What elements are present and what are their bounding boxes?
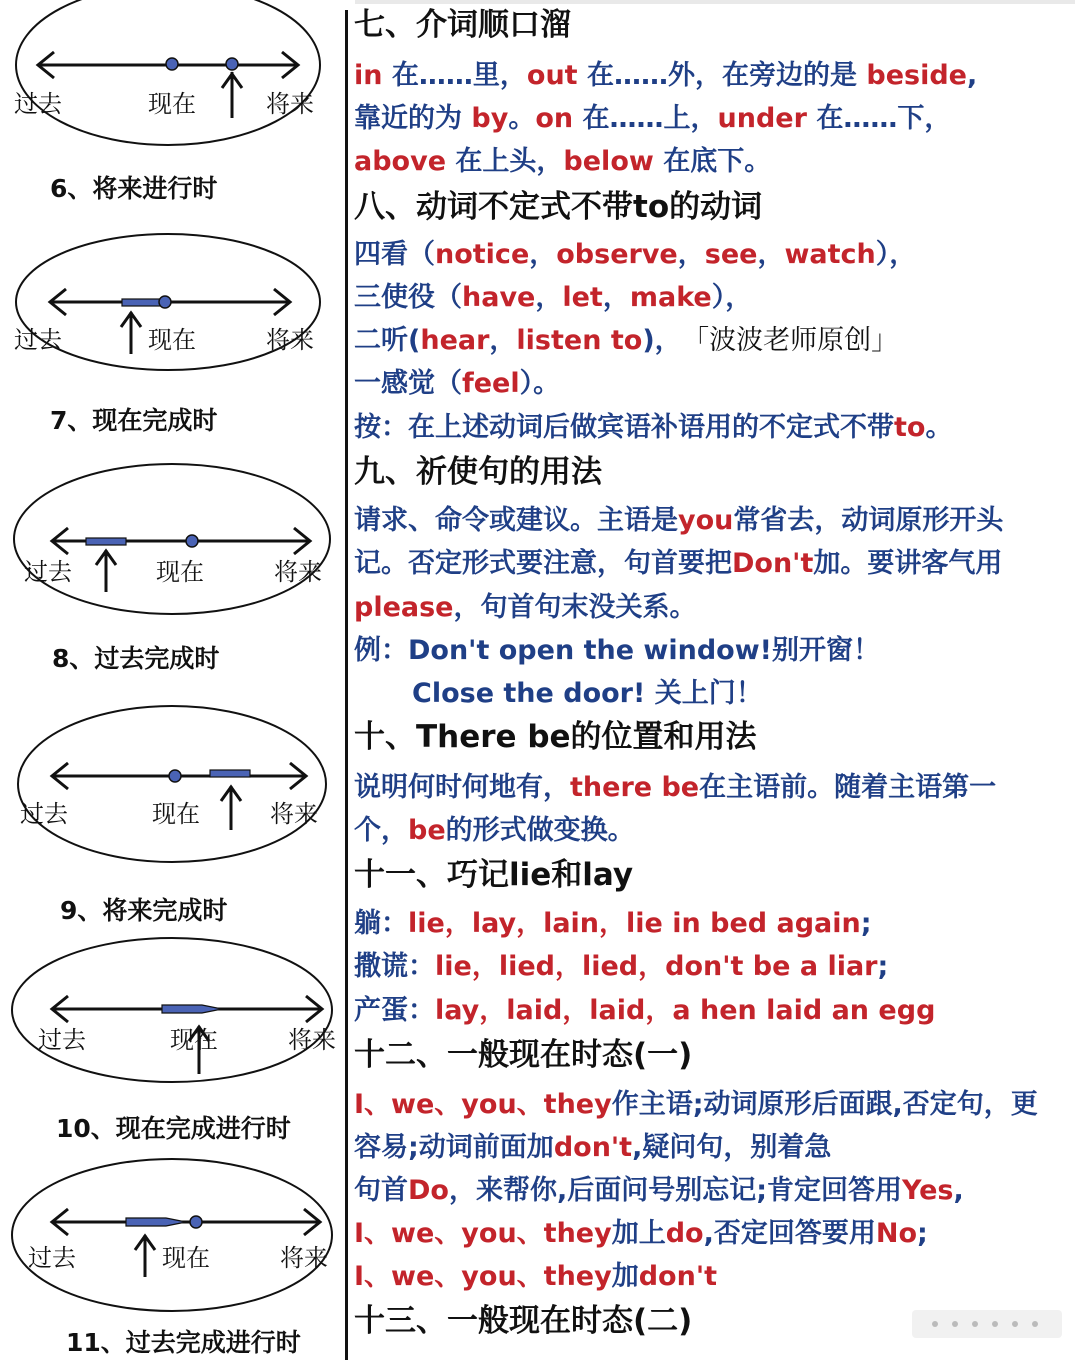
- now-dot: [186, 535, 198, 547]
- section-heading-prepositions: 七、介词顺口溜: [354, 7, 571, 43]
- note-line: 容易;动词前面加don't,疑问句，别着急: [354, 1132, 832, 1163]
- label-past: 过去: [14, 90, 62, 118]
- example-line: 例：Don't open the window!别开窗！: [354, 635, 880, 666]
- note-line: 二听(hear，listen to)， 「波波老师原创」: [354, 325, 899, 356]
- note-line: please，句首句末没关系。: [354, 592, 697, 623]
- label-now: 现在: [162, 1244, 210, 1272]
- diagram-future-continuous: [0, 0, 345, 215]
- timeline-graphic: [0, 704, 345, 884]
- diagram-past-perfect: [0, 462, 345, 677]
- section-heading-imperative: 九、祈使句的用法: [354, 454, 602, 490]
- label-past: 过去: [24, 558, 72, 586]
- diagram-caption: 10、现在完成进行时: [56, 1114, 291, 1143]
- label-past: 过去: [20, 800, 68, 828]
- label-now: 现在: [170, 1026, 218, 1054]
- label-future: 将来: [270, 800, 318, 828]
- note-line: 个，be的形式做变换。: [354, 815, 635, 846]
- note-line: 躺：lie，lay，lain，lie in bed again;: [354, 908, 872, 939]
- now-dot: [166, 58, 178, 70]
- timeline-graphic: [0, 232, 345, 402]
- column-divider: [345, 10, 348, 1360]
- label-now: 现在: [152, 800, 200, 828]
- section-heading-simple-present-2: 十三、一般现在时态(二): [354, 1303, 693, 1339]
- timeline-graphic: [0, 932, 345, 1102]
- note-line: 按：在上述动词后做宾语补语用的不定式不带to。: [354, 412, 953, 443]
- label-future: 将来: [288, 1026, 336, 1054]
- section-heading-lie-lay: 十一、巧记lie和lay: [354, 857, 634, 893]
- note-line: in 在……里，out 在……外，在旁边的是 beside,: [354, 60, 978, 91]
- note-line: 三使役（have，let，make），: [354, 282, 753, 313]
- duration-bar: [122, 299, 162, 306]
- label-past: 过去: [14, 326, 62, 354]
- diagram-caption: 7、现在完成时: [50, 406, 218, 435]
- label-past: 过去: [38, 1026, 86, 1054]
- label-future: 将来: [274, 558, 322, 586]
- duration-bar: [210, 770, 250, 777]
- duration-bar: [126, 1218, 186, 1226]
- timeline-graphic: [0, 462, 345, 632]
- diagram-caption: 11、过去完成进行时: [66, 1328, 301, 1357]
- note-line: 请求、命令或建议。主语是you常省去，动词原形开头: [354, 505, 1004, 536]
- section-heading-simple-present-1: 十二、一般现在时态(一): [354, 1037, 693, 1073]
- now-dot: [169, 770, 181, 782]
- now-dot: [159, 296, 171, 308]
- note-line: 产蛋：lay，laid，laid，a hen laid an egg: [354, 995, 936, 1026]
- label-future: 将来: [280, 1244, 328, 1272]
- label-now: 现在: [156, 558, 204, 586]
- label-future: 将来: [266, 326, 314, 354]
- duration-bar: [162, 1005, 222, 1013]
- label-now: 现在: [148, 326, 196, 354]
- diagram-caption: 9、将来完成时: [60, 896, 228, 925]
- grammar-notes-column: [354, 0, 1080, 1363]
- note-line: 说明何时何地有，there be在主语前。随着主语第一: [354, 772, 997, 803]
- now-dot: [190, 1216, 202, 1228]
- note-line: 句首Do，来帮你,后面问号别忘记;肯定回答用Yes,: [354, 1175, 964, 1206]
- example-line: Close the door! 关上门！: [412, 678, 763, 709]
- note-line: I、we、you、they作主语;动词原形后面跟,否定句，更: [354, 1089, 1038, 1120]
- note-line: 记。否定形式要注意，句首要把Don't加。要讲客气用: [354, 548, 1003, 579]
- focus-dot: [226, 58, 238, 70]
- label-future: 将来: [266, 90, 314, 118]
- label-past: 过去: [28, 1244, 76, 1272]
- note-line: I、we、you、they加don't: [354, 1261, 717, 1292]
- diagram-present-perfect: [0, 232, 345, 447]
- section-heading-bare-infinitive: 八、动词不定式不带to的动词: [354, 189, 763, 225]
- diagram-future-perfect: [0, 704, 345, 929]
- label-now: 现在: [148, 90, 196, 118]
- timeline-ellipse: [16, 0, 320, 145]
- note-line: above 在上头，below 在底下。: [354, 146, 772, 177]
- note-line: 一感觉（feel）。: [354, 368, 561, 399]
- watermark-dots: [912, 1310, 1062, 1338]
- timeline-graphic: [0, 1155, 345, 1325]
- diagram-caption: 8、过去完成时: [52, 644, 220, 673]
- note-line: 撒谎：lie，lied，lied，don't be a liar;: [354, 951, 889, 982]
- note-line: I、we、you、they加上do,否定回答要用No;: [354, 1218, 928, 1249]
- duration-bar: [86, 538, 126, 545]
- diagram-past-perfect-continuous: [0, 1155, 345, 1363]
- diagram-caption: 6、将来进行时: [50, 174, 218, 203]
- section-heading-there-be: 十、There be的位置和用法: [354, 719, 757, 755]
- note-line: 靠近的为 by。on 在……上，under 在……下，: [354, 103, 952, 134]
- diagram-present-perfect-continuous: [0, 932, 345, 1152]
- note-line: 四看（notice，observe，see，watch），: [354, 239, 917, 270]
- timeline-diagram-column: [0, 0, 345, 1363]
- timeline-graphic: [0, 0, 345, 170]
- author-credit: 「波波老师原创」: [695, 325, 899, 356]
